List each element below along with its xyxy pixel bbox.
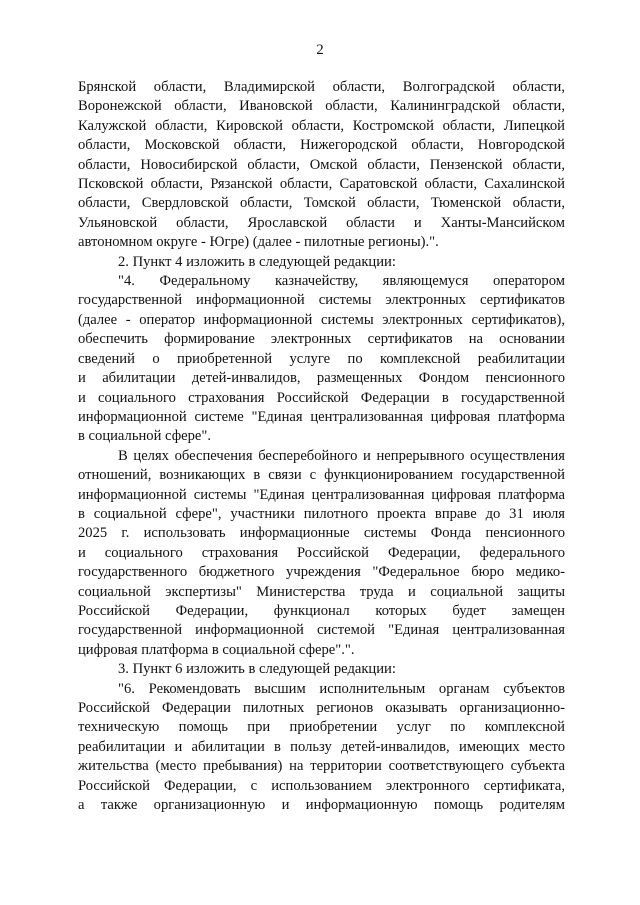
text-line: государственной информационной системой "Единая централизованная — [78, 622, 565, 639]
text-line: "6. Рекомендовать высшим исполнительным органам субъектов — [118, 680, 565, 697]
document-body — [78, 78, 565, 815]
text-line: а также организационную и информационную помощь родителям — [78, 797, 565, 814]
text-line: 2025 г. использовать информационные системы Фонда пенсионного — [78, 525, 565, 542]
text-line: Российской Федерации, функционал которых будет замещен — [78, 602, 565, 619]
text-line: 3. Пункт 6 изложить в следующей редакции: — [118, 661, 396, 678]
text-line: отношений, возникающих в связи с функционированием государственной — [78, 467, 565, 484]
text-line: "4. Федеральному казначейству, являющемуся оператором — [118, 273, 565, 290]
text-line: области, Московской области, Нижегородской области, Новгородской — [78, 137, 565, 154]
text-line: в социальной сфере", участники пилотного проекта вправе до 31 июля — [78, 505, 565, 522]
text-line: области, Новосибирской области, Омской области, Пензенской области, — [78, 156, 565, 173]
text-line: цифровая платформа в социальной сфере".". — [78, 641, 355, 658]
text-line: и социального страхования Российской Федерации, федерального — [78, 544, 565, 561]
text-line: Ульяновской области, Ярославской области и Ханты-Мансийском — [78, 214, 565, 231]
text-line: реабилитации и абилитации в пользу детей-инвалидов, имеющих место — [78, 738, 565, 755]
text-line: Псковской области, Рязанской области, Саратовской области, Сахалинской — [78, 176, 565, 193]
text-line: области, Свердловской области, Томской области, Тюменской области, — [78, 195, 565, 212]
text-line: В целях обеспечения бесперебойного и непрерывного осуществления — [118, 447, 565, 464]
text-line: обеспечить формирование электронных сертификатов на основании — [78, 331, 565, 348]
text-line: автономном округе - Югре) (далее - пилотные регионы).". — [78, 234, 439, 251]
text-line: и социального страхования Российской Федерации в государственной — [78, 389, 565, 406]
text-line: информационной системе "Единая централизованная цифровая платформа — [78, 408, 565, 425]
page-number: 2 — [316, 42, 324, 58]
text-line: государственного бюджетного учреждения "Федеральное бюро медико- — [78, 564, 565, 581]
text-line: 2. Пункт 4 изложить в следующей редакции: — [118, 253, 396, 270]
text-line: Воронежской области, Ивановской области, Калининградской области, — [78, 98, 565, 115]
text-line: Брянской области, Владимирской области, Волгоградской области, — [78, 79, 565, 95]
text-line: сведений о приобретенной услуге по комплексной реабилитации — [78, 350, 565, 367]
text-line: жительства (место пребывания) на территории соответствующего субъекта — [78, 758, 565, 775]
text-line: (далее - оператор информационной системы электронных сертификатов), — [78, 311, 565, 328]
text-line: государственной информационной системы электронных сертификатов — [78, 292, 565, 309]
text-line: Российской Федерации пилотных регионов оказывать организационно- — [78, 700, 565, 716]
text-line: Российской Федерации, с использованием электронного сертификата, — [78, 777, 565, 794]
text-line: в социальной сфере". — [78, 428, 212, 445]
text-line: социальной экспертизы" Министерства труда и социальной защиты — [78, 583, 565, 600]
text-line: информационной системы "Единая централизованная цифровая платформа — [78, 486, 565, 503]
text-line: Калужской области, Кировской области, Костромской области, Липецкой — [78, 117, 565, 134]
text-line: техническую помощь при приобретении услуг по комплексной — [78, 719, 565, 736]
text-line: и абилитации детей-инвалидов, размещенных Фондом пенсионного — [78, 370, 565, 387]
